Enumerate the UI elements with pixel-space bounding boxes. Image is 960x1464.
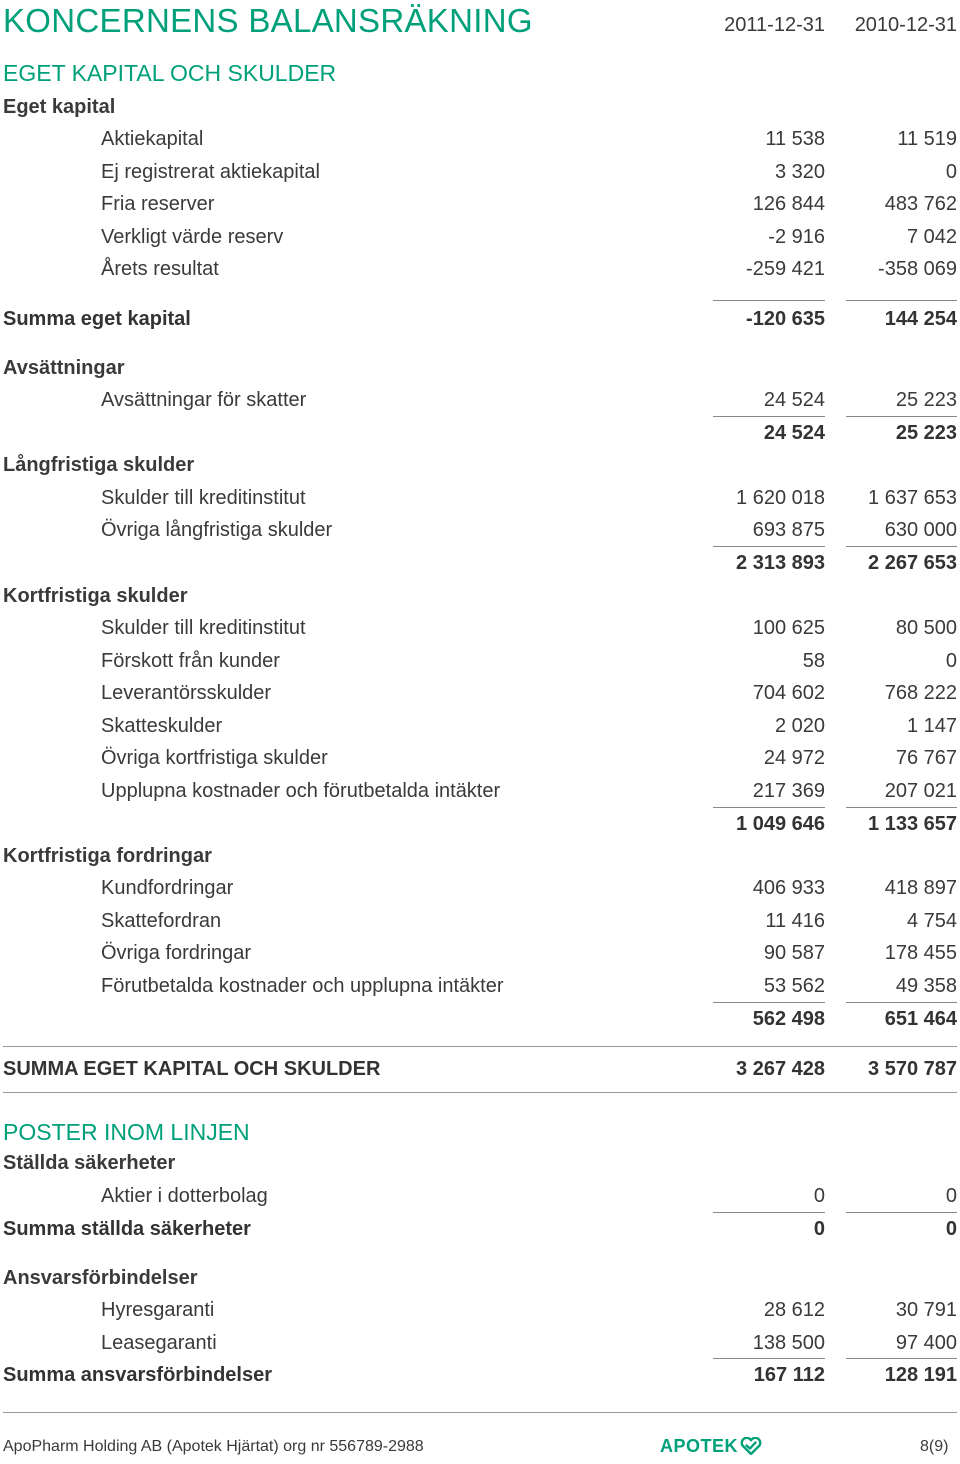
row-label: Ej registrerat aktiekapital [101,161,320,183]
subtotal-row [0,552,960,582]
subtotal-underline [713,546,825,547]
row-label: Skulder till kreditinstitut [101,617,306,639]
value-2011: 53 562 [763,975,825,997]
value-2011: 100 625 [752,617,825,639]
table-row [0,975,960,1005]
value-2010: 630 000 [884,519,957,541]
heart-check-icon [740,1437,762,1455]
table-row [0,161,960,191]
value-2011: 406 933 [752,877,825,899]
value-2011: 90 587 [763,942,825,964]
table-row [0,780,960,810]
row-label: Övriga fordringar [101,942,252,964]
value-2011: 2 313 893 [736,552,825,574]
table-row [0,877,960,907]
subtotal-underline [713,416,825,417]
value-2010: 0 [945,1218,957,1240]
row-label: SUMMA EGET KAPITAL OCH SKULDER [3,1058,381,1080]
row-label: Skattefordran [101,910,222,932]
group-heading-langfristiga-skulder: Långfristiga skulder [3,454,195,476]
value-2011: 24 524 [763,422,825,444]
subtotal-row [0,1008,960,1038]
footer-rule [3,1412,957,1413]
row-label: Skatteskulder [101,715,223,737]
row-label: Övriga långfristiga skulder [101,519,333,541]
table-row [0,389,960,419]
value-2011: 11 416 [765,910,825,932]
row-label: Summa ställda säkerheter [3,1218,251,1240]
value-2011: 58 [802,650,825,672]
value-2011: 3 267 428 [736,1058,825,1080]
table-row [0,1185,960,1215]
table-row [0,226,960,256]
value-2010: 80 500 [895,617,957,639]
group-heading-eget-kapital: Eget kapital [3,96,116,118]
table-row [0,617,960,647]
page-title: KONCERNENS BALANSRÄKNING [3,2,533,39]
value-2010: 25 223 [895,389,957,411]
value-2011: 2 020 [774,715,825,737]
row-label: Aktiekapital [101,128,204,150]
row-label: Aktier i dotterbolag [101,1185,268,1207]
subtotal-underline [713,1002,825,1003]
row-label: Leasegaranti [101,1332,217,1354]
subtotal-underline [713,807,825,808]
subtotal-underline [846,807,957,808]
footer-company-info: ApoPharm Holding AB (Apotek Hjärtat) org nr 556789-2988 [3,1438,424,1455]
value-2010: 76 767 [895,747,957,769]
subtotal-row [0,308,960,338]
logo-text: APOTEK [660,1436,739,1456]
row-label: Summa eget kapital [3,308,191,330]
grand-total-rule-bottom [3,1092,957,1093]
table-row [0,715,960,745]
column-header-2011: 2011-12-31 [724,14,825,36]
row-label: Övriga kortfristiga skulder [101,747,328,769]
row-label: Kundfordringar [101,877,234,899]
value-2010: 1 147 [906,715,957,737]
value-2011: 1 049 646 [736,813,825,835]
group-heading-avsattningar: Avsättningar [3,357,125,379]
value-2011: 3 320 [774,161,825,183]
subtotal-row [0,422,960,452]
row-label: Upplupna kostnader och förutbetalda intäkter [101,780,501,802]
subtotal-underline [846,546,957,547]
subtotal-underline [713,300,825,301]
value-2011: 167 112 [753,1364,825,1386]
table-row [0,942,960,972]
value-2011: -259 421 [746,258,825,280]
column-header-2010: 2010-12-31 [854,14,957,36]
subtotal-row [0,1364,960,1394]
section-heading-equity-liabilities: EGET KAPITAL OCH SKULDER [3,60,337,86]
subtotal-underline [713,1358,825,1359]
subtotal-row [0,1218,960,1248]
grand-total-row [0,1058,960,1088]
value-2011: 138 500 [752,1332,825,1354]
value-2010: -358 069 [878,258,957,280]
row-label: Fria reserver [101,193,215,215]
group-heading-ansvarsforbindelser: Ansvarsförbindelser [3,1267,198,1289]
value-2010: 128 191 [884,1364,957,1386]
table-row [0,650,960,680]
row-label: Hyresgaranti [101,1299,215,1321]
row-label: Leverantörsskulder [101,682,272,704]
value-2011: 24 524 [763,389,825,411]
value-2010: 49 358 [895,975,957,997]
table-row [0,747,960,777]
value-2010: 651 464 [884,1008,957,1030]
table-row [0,1299,960,1329]
value-2011: -120 635 [746,308,825,330]
row-label: Verkligt värde reserv [101,226,284,248]
table-row [0,128,960,158]
value-2011: -2 916 [768,226,825,248]
value-2010: 144 254 [884,308,957,330]
value-2011: 704 602 [752,682,825,704]
value-2011: 28 612 [763,1299,825,1321]
table-row [0,487,960,517]
value-2010: 178 455 [884,942,957,964]
row-label: Årets resultat [101,258,219,280]
row-label: Avsättningar för skatter [101,389,307,411]
value-2011: 0 [813,1218,825,1240]
subtotal-underline [846,1358,957,1359]
value-2010: 1 637 653 [868,487,957,509]
subtotal-row [0,813,960,843]
value-2010: 7 042 [906,226,957,248]
subtotal-underline [713,1212,825,1213]
value-2011: 126 844 [752,193,825,215]
value-2010: 483 762 [884,193,957,215]
table-row [0,682,960,712]
value-2010: 207 021 [884,780,957,802]
row-label: Skulder till kreditinstitut [101,487,306,509]
subtotal-underline [846,416,957,417]
grand-total-rule-top [3,1046,957,1047]
value-2011: 562 498 [752,1008,825,1030]
section-heading-poster-inom-linjen: POSTER INOM LINJEN [3,1119,250,1145]
value-2010: 418 897 [884,877,957,899]
value-2010: 0 [945,161,957,183]
value-2011: 1 620 018 [736,487,825,509]
value-2010: 97 400 [895,1332,957,1354]
value-2011: 217 369 [752,780,825,802]
group-heading-kortfristiga-fordringar: Kortfristiga fordringar [3,845,212,867]
value-2010: 1 133 657 [868,813,957,835]
value-2010: 25 223 [895,422,957,444]
value-2011: 11 538 [765,128,825,150]
value-2011: 0 [813,1185,825,1207]
row-label: Summa ansvarsförbindelser [3,1364,272,1386]
apotek-logo [660,1436,762,1457]
value-2010: 4 754 [906,910,957,932]
table-row [0,910,960,940]
subtotal-underline [846,300,957,301]
value-2010: 0 [945,1185,957,1207]
table-row [0,193,960,223]
subtotal-underline [846,1002,957,1003]
value-2010: 30 791 [895,1299,957,1321]
group-heading-kortfristiga-skulder: Kortfristiga skulder [3,585,188,607]
value-2010: 0 [945,650,957,672]
row-label: Förskott från kunder [101,650,280,672]
value-2010: 768 222 [884,682,957,704]
value-2010: 3 570 787 [868,1058,957,1080]
value-2010: 11 519 [897,128,957,150]
value-2011: 693 875 [752,519,825,541]
subtotal-underline [846,1212,957,1213]
row-label: Förutbetalda kostnader och upplupna intäkter [101,975,504,997]
table-row [0,258,960,288]
value-2011: 24 972 [763,747,825,769]
value-2010: 2 267 653 [868,552,957,574]
page-number: 8(9) [920,1438,949,1455]
group-heading-stallda-sakerheter: Ställda säkerheter [3,1152,176,1174]
table-row [0,519,960,549]
